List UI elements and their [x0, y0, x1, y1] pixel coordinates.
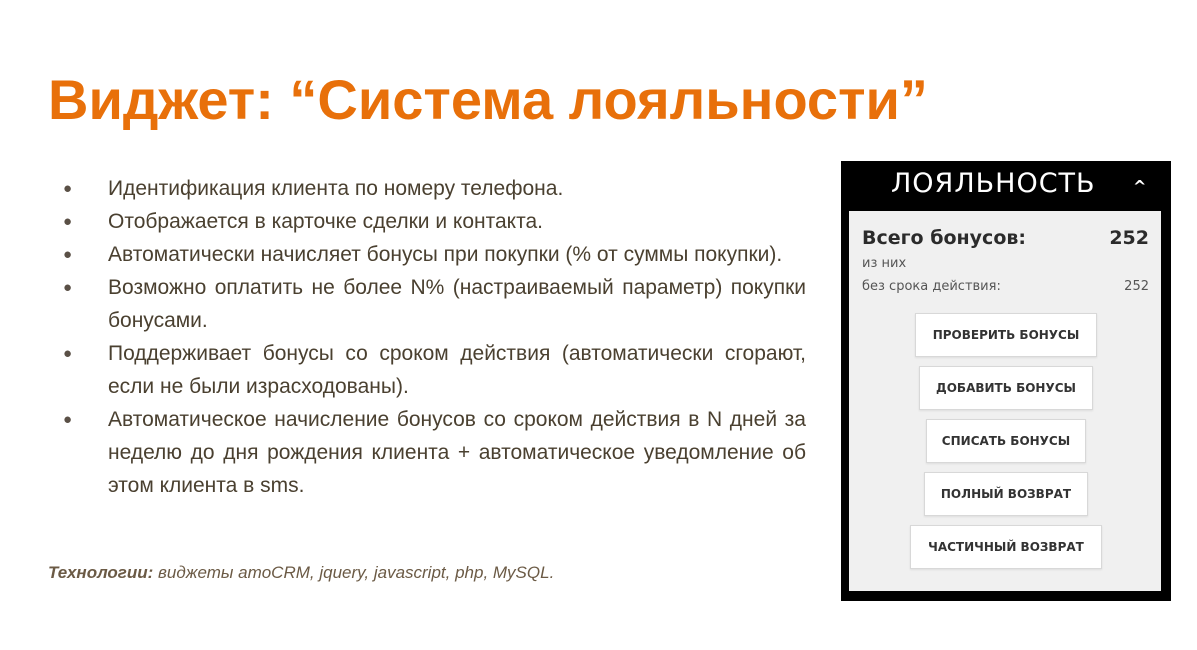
- partial-refund-button[interactable]: ЧАСТИЧНЫЙ ВОЗВРАТ: [910, 525, 1102, 569]
- list-item-text: Поддерживает бонусы со сроком действия (автоматически сгорают, если не были израсходованы).: [108, 342, 806, 398]
- loyalty-widget: [841, 161, 1171, 601]
- widget-body: [849, 211, 1161, 591]
- list-item: [58, 205, 806, 238]
- widget-title: ЛОЯЛЬНОСТЬ: [891, 168, 1096, 199]
- list-item: [58, 271, 806, 337]
- technologies-note: [48, 563, 554, 583]
- feature-list: [58, 172, 806, 502]
- add-bonuses-button[interactable]: ДОБАВИТЬ БОНУСЫ: [919, 366, 1093, 410]
- technologies-text: виджеты amoCRM, jquery, javascript, php, MySQL.: [153, 563, 555, 582]
- of-them-label: из них: [862, 256, 907, 271]
- check-bonuses-button[interactable]: ПРОВЕРИТЬ БОНУСЫ: [915, 313, 1097, 357]
- widget-header[interactable]: [841, 161, 1171, 209]
- bullet-icon: ●: [63, 345, 73, 362]
- list-item: [58, 403, 806, 502]
- bullet-icon: ●: [63, 213, 73, 230]
- no-expiry-label: без срока действия:: [862, 279, 1001, 294]
- bullet-icon: ●: [63, 246, 73, 263]
- list-item: [58, 238, 806, 271]
- total-bonuses-value: 252: [1109, 227, 1149, 249]
- write-off-bonuses-button[interactable]: СПИСАТЬ БОНУСЫ: [926, 419, 1086, 463]
- technologies-label: Технологии:: [48, 563, 154, 582]
- list-item: [58, 172, 806, 205]
- chevron-up-icon[interactable]: ^: [1133, 177, 1147, 196]
- list-item-text: Отображается в карточке сделки и контакта.: [108, 210, 543, 233]
- list-item-text: Идентификация клиента по номеру телефона.: [108, 177, 564, 200]
- total-bonuses-label: Всего бонусов:: [862, 227, 1026, 249]
- list-item-text: Автоматическое начисление бонусов со сроком действия в N дней за неделю до дня рождения клиента + автоматическое уведомление об этом клиента в sms.: [108, 408, 806, 497]
- no-expiry-value: 252: [1124, 279, 1149, 294]
- bullet-icon: ●: [63, 411, 73, 428]
- list-item-text: Возможно оплатить не более N% (настраиваемый параметр) покупки бонусами.: [108, 276, 806, 332]
- page-title: Виджет: “Система лояльности”: [48, 68, 928, 131]
- list-item-text: Автоматически начисляет бонусы при покупки (% от суммы покупки).: [108, 243, 783, 266]
- bullet-icon: ●: [63, 279, 73, 296]
- full-refund-button[interactable]: ПОЛНЫЙ ВОЗВРАТ: [924, 472, 1088, 516]
- list-item: [58, 337, 806, 403]
- bullet-icon: ●: [63, 180, 73, 197]
